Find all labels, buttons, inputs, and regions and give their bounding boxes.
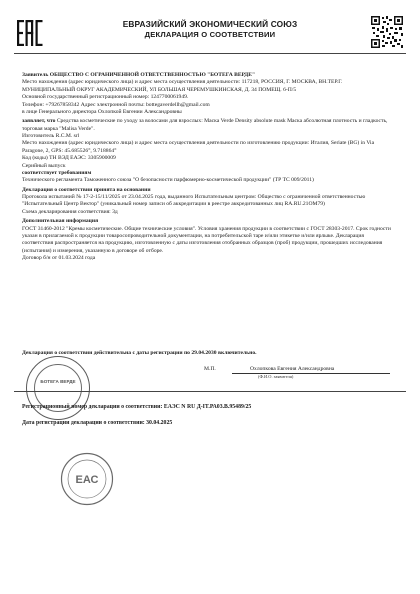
tnved-code: Код (коды) ТН ВЭД ЕАЭС: 3305900009	[22, 155, 116, 162]
registration-number: Регистрационный номер декларации о соответствии: ЕАЭС N RU Д-IT.РА03.В.95489/25	[22, 404, 252, 410]
header-divider	[14, 53, 406, 54]
manufacturer-address: Место нахождения (адрес юридического лица) и адрес места осуществления деятельности по изготовлению продукции: Италия, Seriate (BG) in Via Paragone, 2, GPS: 45.685526°, 9.718864°	[22, 140, 375, 154]
manufacturer: Изготовитель R.C.M. srl	[22, 133, 80, 139]
applicant-director: в лице Генерального директора Охлопкой Евгении Александровны	[22, 108, 182, 115]
registration-date: Дата регистрации декларации о соответствии: 30.04.2025	[22, 420, 173, 426]
applicant-contacts: Телефон: +79267858342 Адрес электронной почты: bottegaverdellh@gmail.com	[22, 101, 210, 108]
applicant-name: ОБЩЕСТВО С ОГРАНИЧЕННОЙ ОТВЕТСТВЕННОСТЬЮ "БОТЕГА ВЕРДЕ"	[49, 72, 256, 78]
additional-info-text: ГОСТ 31460-2012 "Кремы косметические. Общие технические условия". Условия хранения продукции в соответствии с ГОСТ 28303-2017. Срок годности указан в прилагаемой к продукции товаросопроводительной документации, на потребительской таре и/или этикетке и/или ярлыке. Декларация соответствия распространяется на продукцию, изготовленную с даты изготовления отобранных образцов (проб) продукции, прошедших исследования (испытания) и измерения, указанную в договоре об отборе.	[22, 225, 391, 254]
basis-title: Декларация о соответствии принята на основании	[22, 186, 151, 193]
stamp-text: ЕАС	[75, 474, 99, 486]
declaration-scheme: Схема декларирования соответствия: 3д	[22, 208, 118, 215]
document-title: ДЕКЛАРАЦИЯ О СООТВЕТСТВИИ	[144, 30, 276, 39]
release-type: Серийный выпуск	[22, 162, 66, 169]
product-description: Средства косметические по уходу за волосами для взрослых: Маска Verde Density absolute mask Маска абсолютная плотность и гладкость, торговая марка "Malisa Verde".	[22, 118, 388, 132]
declaration-body	[22, 72, 394, 262]
eac-stamp-icon	[60, 452, 114, 506]
seal-text: БОТЕГА ВЕРДЕ	[40, 379, 76, 384]
conforms-label: соответствует требованиям	[22, 169, 92, 176]
sampling-contract: Договор б/н от 01.03.2024 года	[22, 255, 96, 261]
technical-regulation: Технического регламента Таможенного союза "О безопасности парфюмерно-косметической продукции" (ТР ТС 009/2011)	[22, 177, 314, 184]
registration-divider	[14, 391, 406, 392]
signature-block	[22, 361, 394, 385]
validity-period: Декларация о соответствии действительна с даты регистрации по 29.04.2030 включительно.	[22, 350, 257, 356]
applicant-address: Место нахождения (адрес юридического лица) и адрес места осуществления деятельности: 117218, РОССИЯ, Г. МОСКВА, ВН.ТЕР.Г. МУНИЦИПАЛЬНЫЙ ОКРУГ АКАДЕМИЧЕСКИЙ, УЛ БОЛЬШАЯ ЧЕРЕМУШКИНСКАЯ, Д. 34 ПОМЕЩ. 6-П/5	[22, 79, 343, 93]
applicant-label: Заявитель	[22, 72, 49, 78]
union-title: ЕВРАЗИЙСКИЙ ЭКОНОМИЧЕСКИЙ СОЮЗ	[122, 19, 298, 29]
additional-info-title: Дополнительная информация	[22, 218, 99, 225]
header	[14, 14, 406, 50]
signature-line	[232, 373, 390, 374]
signer-name: Охлопкова Евгения Александровна	[250, 366, 335, 372]
seal-place-label: М.П.	[204, 366, 216, 372]
declares-label: заявляет, что	[22, 118, 56, 125]
basis-text: Протокола испытаний № 17-2-15/11/2025 от 23.04.2025 года, выданного Испытательным центром: Общество с ограниченной ответственностью "Испытательный Центр Вектор" (уникальный номер записи об аккредитации в реестре аккредитованных лиц RA.RU.21ОМ79)	[22, 194, 366, 208]
applicant-ogrn: Основной государственный регистрационный номер: 1247700061949.	[22, 94, 189, 101]
qr-code-icon[interactable]	[370, 15, 404, 49]
signer-caption: (Ф.И.О. заявителя)	[258, 374, 294, 379]
product-line	[22, 118, 394, 133]
